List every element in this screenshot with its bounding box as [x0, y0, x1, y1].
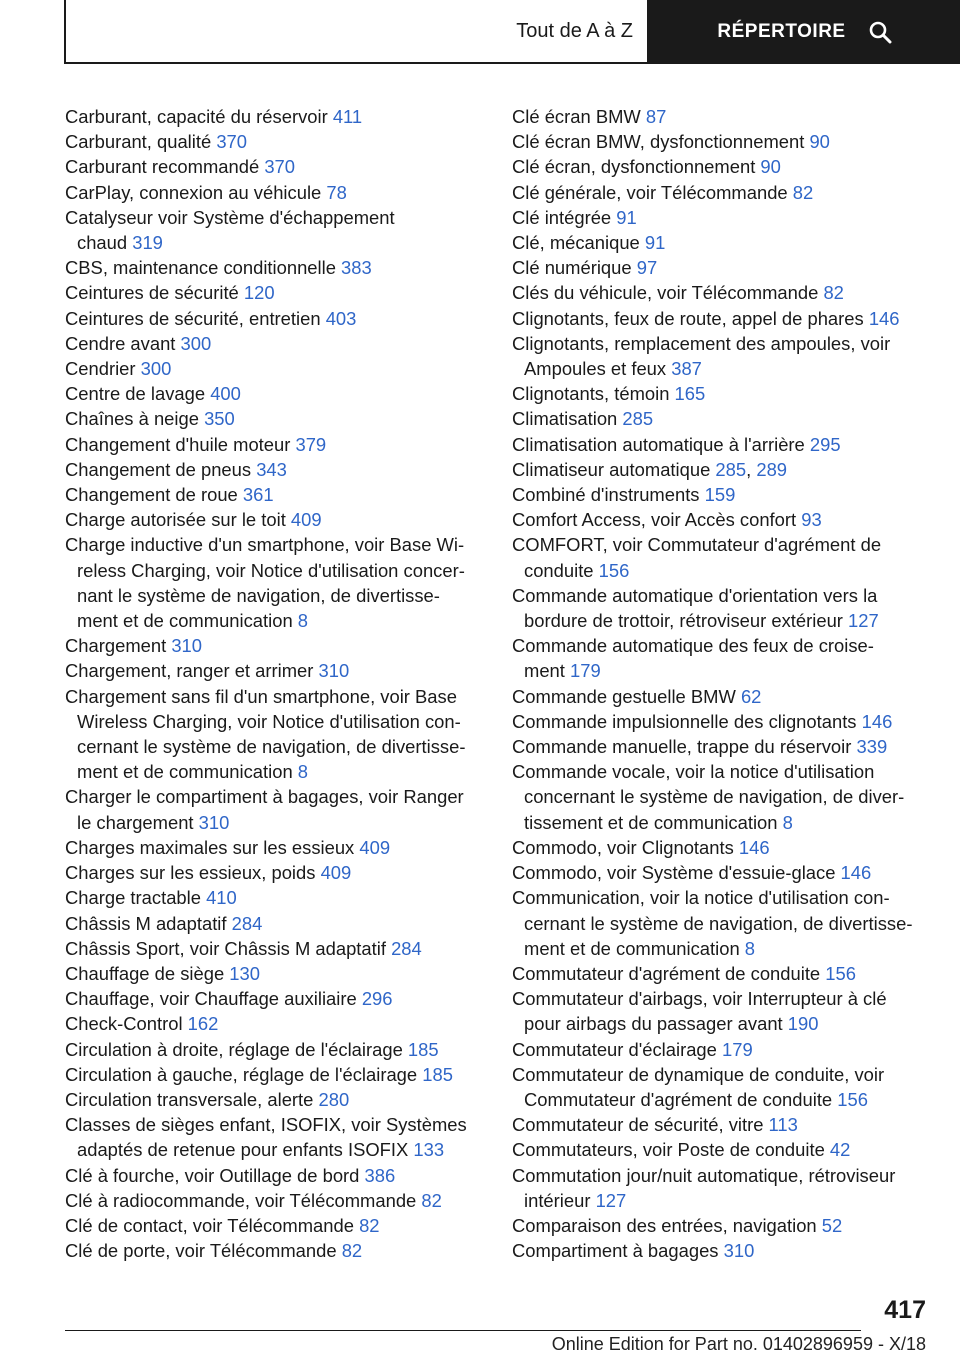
index-entry: [512, 104, 932, 129]
entry-text: Chargement, ranger et arrimer: [65, 660, 319, 682]
entry-text: Charger le compartiment à bagages, voir Ranger: [65, 786, 464, 808]
page-link[interactable]: 409: [320, 862, 352, 884]
index-entry: [65, 432, 485, 457]
index-entry: [512, 507, 932, 532]
entry-text: cernant le système de navigation, de divertisse‐: [524, 912, 913, 934]
page-link[interactable]: 82: [421, 1189, 442, 1211]
page-link[interactable]: 370: [216, 131, 247, 153]
page-link[interactable]: 185: [422, 1063, 453, 1085]
tab-repertoire[interactable]: [649, 0, 960, 64]
entry-text: ment: [524, 660, 570, 682]
page-link[interactable]: 146: [840, 862, 872, 884]
index-entry-continuation: [512, 936, 932, 961]
page-link[interactable]: 97: [636, 257, 658, 279]
entry-text: Comfort Access, voir Accès confort: [512, 509, 802, 531]
entry-text: Climatiseur automatique: [512, 458, 716, 480]
index-entry-continuation: [512, 911, 932, 936]
entry-text: Commodo, voir Système d'essuie-glace: [512, 862, 841, 884]
entry-text: Ceintures de sécurité: [65, 282, 244, 304]
index-column-right: [512, 104, 932, 1263]
footer-rule: [65, 1330, 861, 1331]
index-entry: [65, 356, 485, 381]
index-entry: [65, 457, 485, 482]
index-entry: [512, 986, 932, 1011]
page-link[interactable]: 52: [821, 1214, 843, 1236]
index-entry: [512, 684, 932, 709]
entry-text: Commande gestuelle BMW: [512, 685, 741, 707]
footer-text: Online Edition for Part no. 01402896959 - X/18: [551, 1334, 926, 1354]
entry-text: Commutation jour/nuit automatique, rétroviseur: [512, 1164, 896, 1186]
tab-az-label: Tout de A à Z: [516, 19, 633, 42]
page-link[interactable]: 159: [704, 484, 736, 506]
index-entry-continuation: [512, 784, 932, 809]
entry-text: Commande vocale, voir la notice d'utilisation: [512, 761, 875, 783]
index-entry: [512, 381, 932, 406]
entry-text: Châssis Sport, voir Châssis M adaptatif: [65, 937, 392, 959]
page-link[interactable]: 350: [204, 408, 235, 430]
entry-text: Clignotants, feux de route, appel de phares: [512, 307, 869, 329]
page-link[interactable]: 91: [644, 232, 666, 254]
index-entry: [512, 961, 932, 986]
entry-text: Clés du véhicule, voir Télécommande: [512, 282, 824, 304]
index-entry-continuation: [65, 608, 485, 633]
page-link[interactable]: 343: [256, 458, 287, 480]
entry-text: Wireless Charging, voir Notice d'utilisation con‐: [77, 710, 461, 732]
index-entry-continuation: [65, 759, 485, 784]
index-entry: [65, 1112, 485, 1137]
page-link[interactable]: 280: [318, 1088, 350, 1110]
index-entry: [65, 507, 485, 532]
tab-tout-de-a-a-z[interactable]: [64, 0, 649, 64]
index-entry-continuation: [65, 810, 485, 835]
page-link[interactable]: 403: [325, 307, 357, 329]
entry-text: Commutateur de dynamique de conduite, voir: [512, 1063, 885, 1085]
index-entry: [65, 684, 485, 709]
entry-text: Ampoules et feux: [524, 358, 672, 380]
index-entry: [512, 583, 932, 608]
entry-text: Clé, mécanique: [512, 232, 645, 254]
entry-text: Commande automatique des feux de croise‐: [512, 635, 874, 657]
entry-text: Comparaison des entrées, navigation: [512, 1214, 822, 1236]
page-link[interactable]: 411: [332, 106, 363, 127]
index-entry: [512, 205, 932, 230]
entry-text: Carburant, capacité du réservoir: [65, 106, 333, 127]
page-link[interactable]: 156: [598, 559, 630, 581]
page-link[interactable]: 386: [364, 1164, 396, 1186]
page-link[interactable]: 310: [723, 1240, 755, 1262]
header-bar: [64, 0, 960, 64]
entry-text: Changement de roue: [65, 484, 243, 506]
entry-text: Cendrier: [65, 358, 141, 380]
search-icon: [868, 20, 892, 44]
page-link[interactable]: 91: [616, 206, 637, 228]
index-entry: [512, 306, 932, 331]
index-entry: [512, 759, 932, 784]
entry-text: Chargement: [65, 635, 172, 657]
index-entry: [65, 911, 485, 936]
index-entry: [65, 129, 485, 154]
entry-text: Clé générale, voir Télécommande: [512, 181, 793, 203]
index-entry: [65, 835, 485, 860]
entry-text: Clé à radiocommande, voir Télécommande: [65, 1189, 422, 1211]
entry-text: conduite: [524, 559, 599, 581]
page-link[interactable]: 284: [391, 937, 422, 959]
page-link[interactable]: 190: [787, 1013, 819, 1035]
entry-text: Compartiment à bagages: [512, 1240, 724, 1262]
index-entry-continuation: [512, 558, 932, 583]
index-entry: [512, 432, 932, 457]
page-link[interactable]: 42: [829, 1139, 851, 1161]
entry-text: Clé de porte, voir Télécommande: [65, 1240, 342, 1262]
entry-text: Chauffage de siège: [65, 962, 230, 984]
index-entry: [512, 255, 932, 280]
entry-text: ment et de communication: [77, 761, 298, 783]
entry-text: Charge inductive d'un smartphone, voir Base Wi‐: [65, 534, 465, 556]
index-entry: [65, 1213, 485, 1238]
index-entry: [512, 860, 932, 885]
page-link[interactable]: 300: [180, 332, 212, 354]
entry-text: ment et de communication: [77, 610, 298, 632]
page-link[interactable]: 162: [187, 1013, 219, 1035]
entry-text: Clé intégrée: [512, 206, 617, 228]
page-link[interactable]: 146: [738, 836, 770, 858]
index-entry-continuation: [512, 1011, 932, 1036]
page-link[interactable]: 90: [760, 156, 781, 178]
entry-text: nant le système de navigation, de divertisse‐: [77, 584, 440, 606]
entry-text: Charge autorisée sur le toit: [65, 509, 291, 531]
page-link[interactable]: 296: [361, 988, 393, 1010]
entry-text: Carburant recommandé: [65, 156, 265, 178]
page-link[interactable]: 284: [231, 912, 263, 934]
entry-text: Charges maximales sur les essieux: [65, 836, 360, 858]
entry-text: ment et de communication: [524, 937, 745, 959]
index-entry: [65, 885, 485, 910]
page-link[interactable]: 379: [295, 433, 327, 455]
index-entry: [512, 154, 932, 179]
entry-text: Clé écran, dysfonctionnement: [512, 156, 761, 178]
entry-text: Changement de pneus: [65, 458, 257, 480]
entry-text: Climatisation automatique à l'arrière: [512, 433, 810, 455]
index-entry-continuation: [65, 1137, 485, 1162]
entry-text: adaptés de retenue pour enfants ISOFIX: [77, 1139, 414, 1161]
entry-text: Circulation à gauche, réglage de l'éclairage: [65, 1063, 423, 1085]
entry-text: chaud: [77, 232, 133, 254]
page-link[interactable]: 319: [132, 232, 163, 254]
index-entry: [512, 885, 932, 910]
index-entry: [512, 709, 932, 734]
entry-text: Commande impulsionnelle des clignotants: [512, 710, 862, 732]
tab-repertoire-label: RÉPERTOIRE: [717, 21, 846, 42]
index-entry: [65, 1163, 485, 1188]
page-link[interactable]: 295: [809, 433, 841, 455]
entry-text: Catalyseur voir Système d'échappement: [65, 206, 395, 228]
entry-text: Châssis M adaptatif: [65, 912, 232, 934]
index-entry-continuation: [512, 1087, 932, 1112]
index-entry: [512, 1238, 932, 1263]
entry-text: Clé de contact, voir Télécommande: [65, 1214, 360, 1236]
index-entry: [65, 381, 485, 406]
entry-text: cernant le système de navigation, de divertisse‐: [77, 736, 466, 758]
index-entry: [65, 1037, 485, 1062]
index-entry: [512, 331, 932, 356]
entry-text: Ceintures de sécurité, entretien: [65, 307, 326, 329]
index-entry-continuation: [512, 810, 932, 835]
page-link[interactable]: 300: [140, 358, 172, 380]
index-entry: [512, 482, 932, 507]
index-entry: [65, 532, 485, 557]
page-link[interactable]: 400: [210, 383, 241, 405]
page-link[interactable]: 179: [570, 660, 601, 682]
index-entry: [65, 205, 485, 230]
entry-text: Commande automatique d'orientation vers la: [512, 584, 878, 606]
entry-text: Clignotants, témoin: [512, 383, 675, 405]
index-entry: [65, 482, 485, 507]
index-entry-continuation: [65, 230, 485, 255]
page-link[interactable]: 93: [801, 509, 822, 531]
index-entry: [65, 986, 485, 1011]
page-link[interactable]: 87: [645, 106, 667, 127]
page-link[interactable]: 156: [825, 962, 856, 984]
page-link[interactable]: 82: [823, 282, 844, 304]
index-entry: [65, 1238, 485, 1263]
index-entry: [512, 1137, 932, 1162]
page-link[interactable]: 310: [171, 635, 202, 657]
entry-text: CBS, maintenance conditionnelle: [65, 257, 342, 279]
page-link[interactable]: 8: [297, 610, 309, 632]
entry-text: Chauffage, voir Chauffage auxiliaire: [65, 988, 362, 1010]
index-entry: [65, 255, 485, 280]
page-link[interactable]: 90: [809, 131, 830, 153]
page-link[interactable]: 185: [407, 1038, 439, 1060]
index-entry: [512, 230, 932, 255]
index-entry: [512, 406, 932, 431]
index-entry: [65, 1062, 485, 1087]
page-link[interactable]: 339: [856, 736, 888, 758]
index-entry: [65, 961, 485, 986]
entry-text: Communication, voir la notice d'utilisation con‐: [512, 887, 890, 909]
index-entry: [512, 280, 932, 305]
entry-text: pour airbags du passager avant: [524, 1013, 788, 1035]
page-link[interactable]: 62: [740, 685, 762, 707]
index-entry-continuation: [65, 558, 485, 583]
index-entry: [65, 1087, 485, 1112]
entry-text: Circulation transversale, alerte: [65, 1088, 319, 1110]
index-entry-continuation: [65, 734, 485, 759]
index-entry: [512, 457, 932, 482]
entry-text: Climatisation: [512, 408, 623, 430]
index-entry: [65, 331, 485, 356]
page-link[interactable]: 410: [206, 887, 237, 909]
index-entry: [65, 180, 485, 205]
index-entry: [512, 1062, 932, 1087]
entry-text: Charges sur les essieux, poids: [65, 862, 321, 884]
entry-text: ,: [746, 458, 757, 480]
page-link[interactable]: 387: [671, 358, 702, 380]
page-link[interactable]: 370: [264, 156, 296, 178]
index-entry: [512, 633, 932, 658]
page-link[interactable]: 179: [722, 1038, 753, 1060]
page-link[interactable]: 130: [229, 962, 260, 984]
index-entry: [512, 1163, 932, 1188]
index-entry: [65, 1188, 485, 1213]
index-entry-continuation: [65, 583, 485, 608]
index-entry-continuation: [512, 608, 932, 633]
page-link[interactable]: 82: [341, 1240, 363, 1262]
index-entry: [65, 860, 485, 885]
index-entry: [65, 1011, 485, 1036]
entry-text: Commutateurs, voir Poste de conduite: [512, 1139, 830, 1161]
index-entry: [512, 532, 932, 557]
page-link[interactable]: 310: [318, 660, 350, 682]
index-entry: [512, 835, 932, 860]
index-entry: [512, 1213, 932, 1238]
index-entry: [512, 180, 932, 205]
entry-text: intérieur: [524, 1189, 596, 1211]
entry-text: Commutateur d'éclairage: [512, 1038, 722, 1060]
entry-text: Clé écran BMW, dysfonctionnement: [512, 131, 810, 153]
index-entry-continuation: [512, 1188, 932, 1213]
index-entry-continuation: [512, 658, 932, 683]
entry-text: Commutateur d'agrément de conduite: [512, 962, 826, 984]
index-entry: [65, 406, 485, 431]
entry-text: Commutateur d'airbags, voir Interrupteur à clé: [512, 988, 887, 1010]
entry-text: Charge tractable: [65, 887, 207, 909]
entry-text: reless Charging, voir Notice d'utilisation concer‐: [77, 559, 465, 581]
index-entry: [65, 784, 485, 809]
index-entry: [512, 1112, 932, 1137]
index-entry: [65, 658, 485, 683]
index-entry: [65, 306, 485, 331]
page-link[interactable]: 133: [413, 1139, 445, 1161]
page-link[interactable]: 285: [622, 408, 654, 430]
entry-text: Cendre avant: [65, 332, 181, 354]
entry-text: Clé à fourche, voir Outillage de bord: [65, 1164, 365, 1186]
page-link[interactable]: 78: [326, 181, 347, 203]
entry-text: Commande manuelle, trappe du réservoir: [512, 736, 857, 758]
page-link[interactable]: 409: [359, 836, 391, 858]
entry-text: Commutateur de sécurité, vitre: [512, 1114, 769, 1136]
footer: [0, 1334, 960, 1362]
entry-text: Chargement sans fil d'un smartphone, voir Base: [65, 685, 457, 707]
page-link[interactable]: 120: [243, 282, 275, 304]
index-entry: [512, 734, 932, 759]
page-link[interactable]: 409: [290, 509, 322, 531]
entry-text: Circulation à droite, réglage de l'éclairage: [65, 1038, 408, 1060]
index-entry: [512, 1037, 932, 1062]
entry-text: Centre de lavage: [65, 383, 211, 405]
entry-text: Carburant, qualité: [65, 131, 217, 153]
index-entry: [65, 633, 485, 658]
page-link[interactable]: 82: [359, 1214, 380, 1236]
page-link[interactable]: 82: [792, 181, 814, 203]
page-link[interactable]: 165: [674, 383, 706, 405]
page-link[interactable]: 361: [242, 484, 274, 506]
page-link[interactable]: 8: [744, 937, 756, 959]
page-link[interactable]: 127: [595, 1189, 627, 1211]
entry-text: Chaînes à neige: [65, 408, 205, 430]
entry-text: concernant le système de navigation, de diver‐: [524, 786, 905, 808]
entry-text: CarPlay, connexion au véhicule: [65, 181, 327, 203]
page-link[interactable]: 8: [297, 761, 309, 783]
entry-text: COMFORT, voir Commutateur d'agrément de: [512, 534, 882, 556]
entry-text: Changement d'huile moteur: [65, 433, 296, 455]
page-link[interactable]: 127: [848, 610, 879, 632]
entry-text: Commodo, voir Clignotants: [512, 836, 739, 858]
entry-text: Check-Control: [65, 1013, 188, 1035]
entry-text: Clé écran BMW: [512, 106, 646, 127]
entry-text: Classes de sièges enfant, ISOFIX, voir Systèmes: [65, 1114, 467, 1136]
entry-text: tissement et de communication: [524, 811, 783, 833]
page-link[interactable]: 146: [868, 307, 900, 329]
index-entry-continuation: [512, 356, 932, 381]
page-link[interactable]: 113: [768, 1114, 798, 1136]
page-link[interactable]: 285: [715, 458, 747, 480]
index-entry: [65, 154, 485, 179]
entry-text: le chargement: [77, 811, 199, 833]
entry-text: bordure de trottoir, rétroviseur extérieur: [524, 610, 849, 632]
page-link[interactable]: 310: [198, 811, 230, 833]
index-entry: [65, 280, 485, 305]
index-entry: [65, 104, 485, 129]
entry-text: Clignotants, remplacement des ampoules, voir: [512, 332, 891, 354]
index-entry: [512, 129, 932, 154]
entry-text: Clé numérique: [512, 257, 637, 279]
page-link[interactable]: 8: [782, 811, 793, 833]
page-link[interactable]: 289: [756, 458, 788, 480]
entry-text: Commutateur d'agrément de conduite: [524, 1088, 838, 1110]
index-entry-continuation: [65, 709, 485, 734]
index-column-left: [65, 104, 485, 1263]
entry-text: Combiné d'instruments: [512, 484, 705, 506]
page-link[interactable]: 156: [837, 1088, 868, 1110]
index-entry: [65, 936, 485, 961]
page-link[interactable]: 146: [861, 710, 893, 732]
page-link[interactable]: 383: [341, 257, 372, 279]
page-number: 417: [884, 1296, 926, 1324]
